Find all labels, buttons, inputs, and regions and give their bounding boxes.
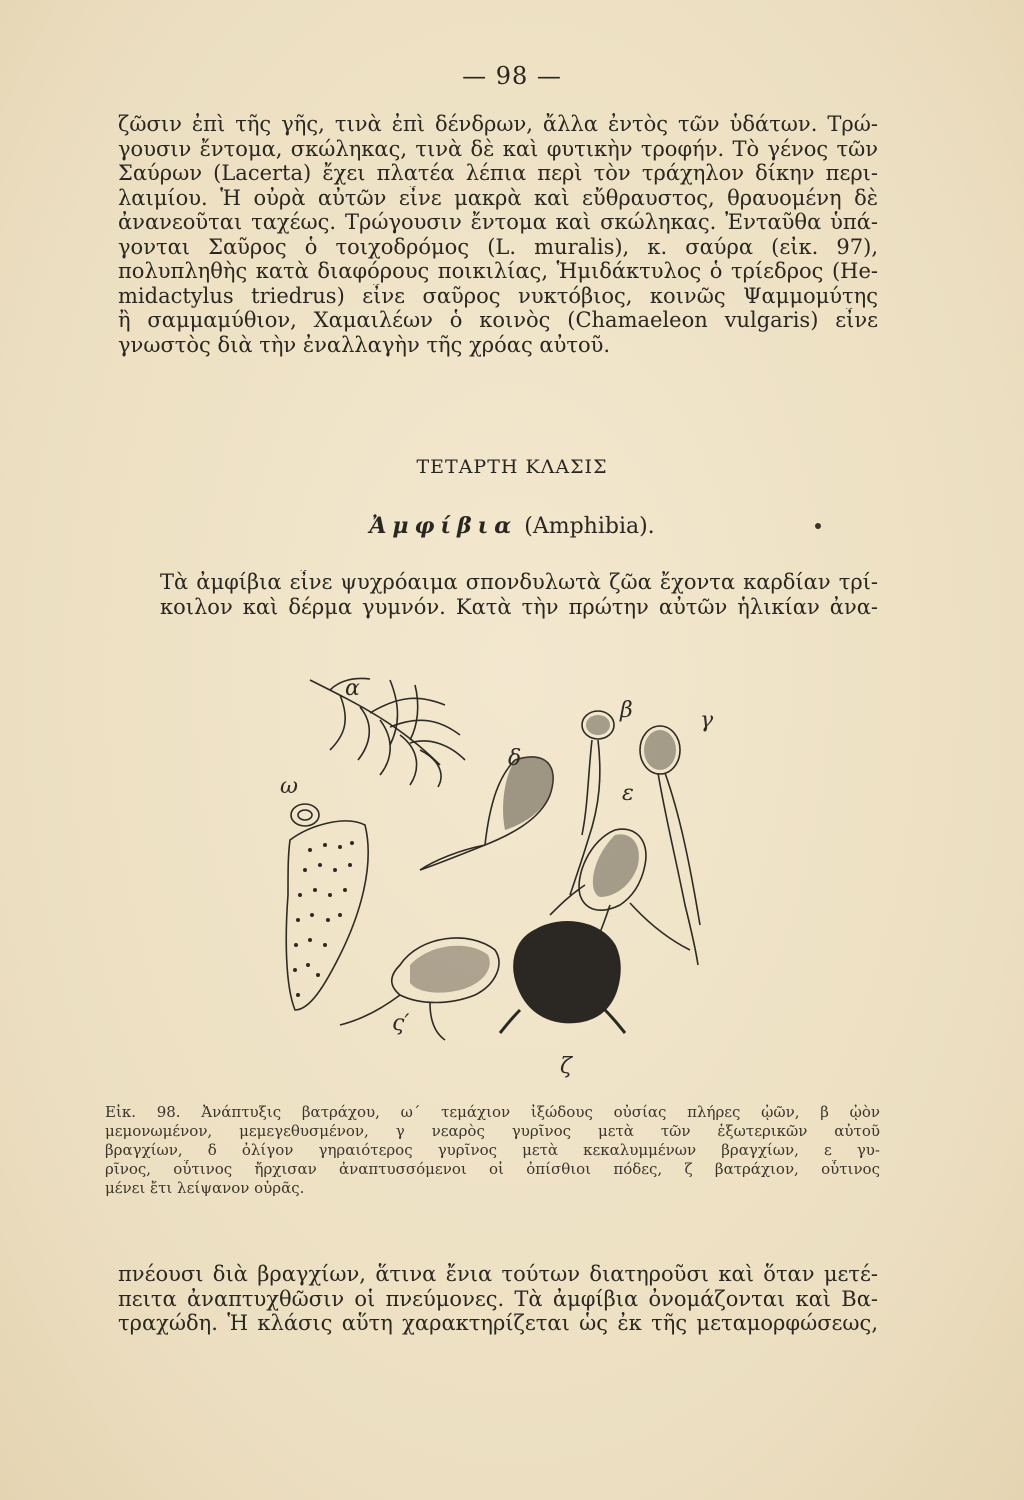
label-epsilon: ε — [622, 781, 634, 806]
paragraph-amphibia-intro — [160, 570, 878, 619]
paragraph-amphibia-continued — [118, 1262, 878, 1336]
section-subheading — [0, 513, 1024, 539]
text-line: midactylus triedrus) εἶνε σαῦρος νυκτόβιος, κοινῶς Ψαμμομύτης — [118, 283, 878, 308]
text-line: γονται Σαῦρος ὁ τοιχοδρόμος (L. muralis), κ. σαύρα (εἰκ. 97), — [118, 234, 878, 259]
text-line: τραχώδη. Ἡ κλάσις αὕτη χαρακτηρίζεται ὡς ἐκ τῆς μεταμορφώσεως, — [118, 1311, 878, 1335]
page-number: — 98 — — [462, 62, 562, 90]
paragraph-reptiles — [118, 112, 878, 357]
text-line: Τὰ ἀμφίβια εἶνε ψυχρόαιμα σπονδυλωτὰ ζῶα ἔχοντα καρδίαν τρί- — [160, 570, 878, 594]
caption-line: Εἰκ. 98. Ἀνάπτυξις βατράχου, ω΄ τεμάχιον ἰξώδους οὐσίας πλήρες ᾠῶν, β ᾠὸν — [105, 1103, 880, 1121]
egg-dots — [293, 841, 354, 997]
plant-with-eggs-drawing — [310, 678, 465, 787]
text-line: γνωστὸς διὰ τὴν ἐναλλαγὴν τῆς χρόας αὐτοῦ. — [118, 332, 611, 357]
frog-zeta-drawing — [514, 922, 620, 1023]
text-line: πειτα ἀναπτυχθῶσιν οἱ πνεύμονες. Τὰ ἀμφίβια ὀνομάζονται καὶ Βα- — [118, 1286, 878, 1311]
text-line: λαιμίου. Ἡ οὐρὰ αὐτῶν εἶνε μακρὰ καὶ εὔθραυστος, θραυομένη δὲ — [118, 185, 878, 210]
frog-development-illustration — [270, 665, 740, 1085]
caption-line: ρῖνος, οὗτινος ἤρχισαν ἀναπτυσσόμενοι οἱ ὀπίσθιοι πόδες, ζ βατράχιον, οὗτινος — [105, 1160, 880, 1178]
label-delta: δ — [508, 746, 522, 771]
figure-caption — [105, 1103, 880, 1198]
label-omega: ω — [280, 774, 298, 799]
text-line: ἢ σαμμαμύθιον, Χαμαιλέων ὁ κοινὸς (Chamaeleon vulgaris) εἶνε — [118, 308, 878, 332]
section-heading: ΤΕΤΑΡΤΗ ΚΛΑΣΙΣ — [416, 456, 608, 478]
label-gamma: γ — [700, 708, 714, 733]
label-zeta: ζ — [560, 1054, 572, 1079]
caption-line: βραγχίων, δ ὀλίγον γηραιότερος γυρῖνος μετὰ κεκαλυμμένων βραγχίων, ε γυ- — [105, 1141, 880, 1159]
subheading-latin: (Amphibia). — [524, 514, 655, 539]
caption-line: μένει ἔτι λείψανον οὐρᾶς. — [105, 1179, 305, 1197]
text-line: πολυπληθὴς κατὰ διαφόρους ποικιλίας, Ἡμιδάκτυλος ὁ τρίεδρος (He- — [118, 259, 878, 283]
egg-mass-drawing — [286, 804, 368, 1010]
caption-line: μεμονωμένον, μεμεγεθυσμένον, γ νεαρὸς γυρῖνος μετὰ τῶν ἐξωτερικῶν αὐτοῦ — [105, 1122, 880, 1140]
text-line: πνέουσι διὰ βραγχίων, ἅτινα ἔνια τούτων διατηροῦσι καὶ ὅταν μετέ- — [118, 1262, 878, 1286]
subheading-greek: Ἀμφίβια — [369, 513, 518, 539]
label-alpha: α — [345, 676, 360, 701]
text-line: Σαύρων (Lacerta) ἔχει πλατέα λέπια περὶ τὸν τράχηλον δίκην περι- — [118, 161, 878, 185]
label-beta: β — [620, 698, 633, 723]
text-line: ζῶσιν ἐπὶ τῆς γῆς, τινὰ ἐπὶ δένδρων, ἄλλα ἐντὸς τῶν ὑδάτων. Τρώ- — [118, 112, 878, 136]
label-stigma: ς′ — [392, 1011, 410, 1036]
text-line: κοιλον καὶ δέρμα γυμνόν. Κατὰ τὴν πρώτην αὐτῶν ἡλικίαν ἀνα- — [160, 594, 878, 619]
ink-speck — [815, 523, 821, 529]
text-line: γουσιν ἔντομα, σκώληκας, τινὰ δὲ καὶ φυτικὴν τροφήν. Τὸ γένος τῶν — [118, 136, 878, 161]
text-line: ἀνανεοῦται ταχέως. Τρώγουσιν ἔντομα καὶ σκώληκας. Ἐνταῦθα ὑπά- — [118, 210, 878, 234]
